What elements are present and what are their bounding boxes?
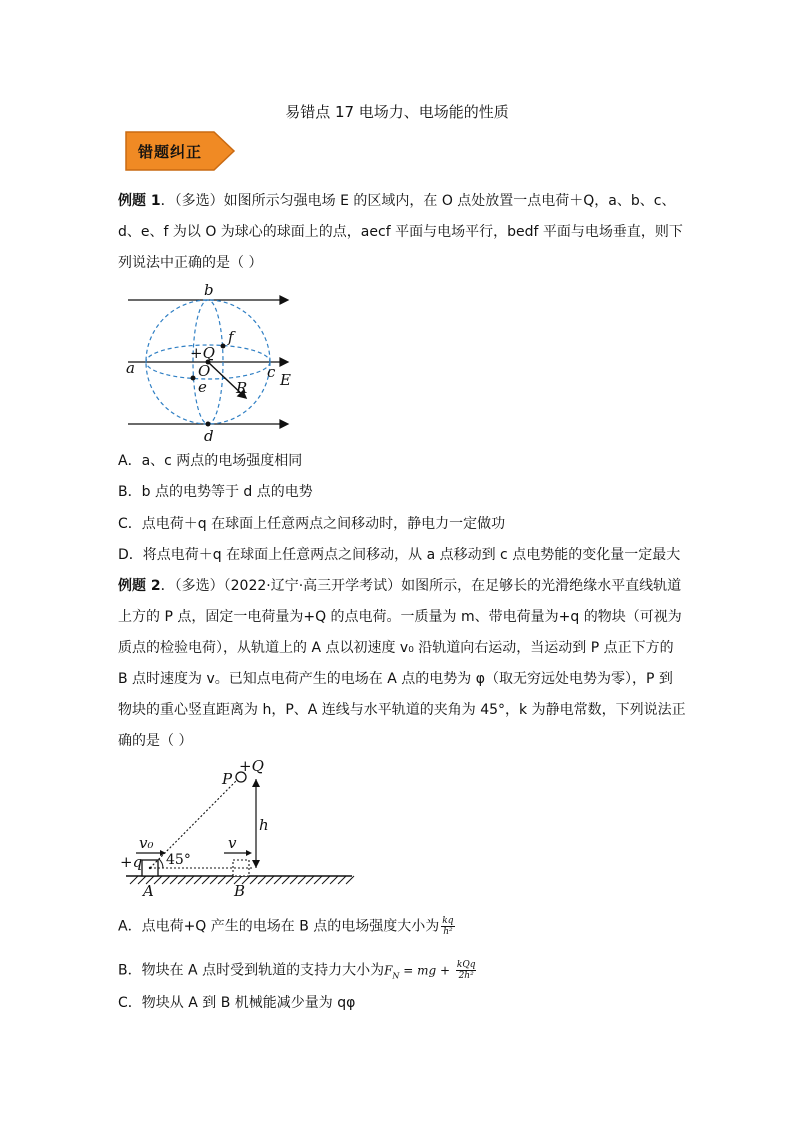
ex2-label: 例题 2	[118, 578, 161, 594]
ex2-line-1	[118, 576, 681, 596]
point-d	[206, 422, 211, 427]
label-d: d	[204, 427, 214, 445]
option-a-denominator: h²	[443, 927, 453, 937]
label-Q2: +Q	[239, 757, 264, 775]
label-f: f	[228, 328, 234, 346]
point-e	[191, 376, 196, 381]
option-b-fraction	[456, 960, 477, 981]
h-arrow-bottom	[252, 860, 260, 868]
section-tag-label: 错题纠正	[138, 143, 203, 161]
option-a-numerator: kq	[442, 916, 454, 926]
ex1-line-3: 列说法中正确的是（ ）	[118, 255, 263, 271]
ex1-option-d: D．将点电荷＋q 在球面上任意两点之间移动，从 a 点移动到 c 点电势能的变化量一定最大	[118, 547, 681, 563]
label-O: O	[198, 362, 211, 380]
ex2-line-3: 质点的检验电荷），从轨道上的 A 点以初速度 v₀ 沿轨道向右运动，当运动到 P 点正下方的	[118, 640, 674, 656]
ex2-option-b-text: B．物块在 A 点时受到轨道的支持力大小为	[118, 962, 385, 979]
ex1-line-1	[118, 191, 675, 211]
ex2-option-b	[118, 960, 476, 986]
ex1-option-c: C．点电荷＋q 在球面上任意两点之间移动时，静电力一定做功	[118, 516, 506, 532]
point-f	[221, 344, 226, 349]
label-v0: v₀	[139, 834, 154, 852]
ex2-line-1-text: ．（多选）（2022·辽宁·高三开学考试）如图所示，在足够长的光滑绝缘水平直线轨道	[160, 578, 682, 594]
option-b-numerator: kQq	[456, 960, 476, 970]
section-tag	[124, 130, 234, 172]
line-PA	[150, 779, 238, 868]
ex1-line-2: d、e、f 为以 O 为球心的球面上的点，aecf 平面与电场平行，bedf 平面与电场垂直，则下	[118, 224, 683, 240]
ex1-figure-sphere	[120, 280, 300, 445]
ex2-line-4: B 点时速度为 v。已知点电荷产生的电场在 A 点的电势为 φ（取无穷远处电势为零），P 到	[118, 671, 673, 687]
label-P: P	[222, 770, 233, 788]
ex1-line-1-text: ．（多选）如图所示匀强电场 E 的区域内，在 O 点处放置一点电荷＋Q，a、b、c、	[160, 193, 676, 209]
label-R: R	[236, 379, 248, 397]
ex2-line-5: 物块的重心竖直距离为 h，P、A 连线与水平轨道的夹角为 45°，k 为静电常数，下列说法正	[118, 702, 686, 718]
h-arrow-top	[252, 779, 260, 787]
ex2-line-6: 确的是（ ）	[118, 733, 193, 749]
v-arrowhead	[246, 850, 252, 856]
label-a: a	[126, 359, 135, 377]
ex2-option-a-text: A．点电荷+Q 产生的电场在 B 点的电场强度大小为	[118, 918, 440, 935]
page-title: 易错点 17 电场力、电场能的性质	[285, 103, 509, 121]
label-e: e	[198, 378, 207, 396]
ex2-option-a	[118, 916, 455, 937]
angle-arc	[159, 859, 163, 868]
field-arrow-middle	[280, 358, 288, 366]
label-B: B	[234, 882, 246, 900]
label-b: b	[204, 281, 214, 299]
label-Q: +Q	[190, 344, 215, 362]
label-A: A	[143, 882, 154, 900]
ex2-figure-track	[116, 757, 360, 902]
ex1-label: 例题 1	[118, 193, 161, 209]
ex1-option-a: A．a、c 两点的电场强度相同	[118, 453, 303, 469]
option-b-lhs: F	[384, 963, 393, 978]
label-q: +q	[120, 853, 143, 871]
ex2-option-c: C．物块从 A 到 B 机械能减少量为 qφ	[118, 995, 356, 1011]
option-b-mid: = mg +	[399, 963, 454, 978]
ex2-line-2: 上方的 P 点，固定一电荷量为+Q 的点电荷。一质量为 m、带电荷量为+q 的物块（可视为	[118, 609, 682, 625]
option-a-fraction	[441, 916, 454, 937]
option-b-denominator: 2h²	[458, 971, 474, 981]
field-arrow-bottom	[280, 420, 288, 428]
label-h: h	[259, 816, 269, 834]
label-c: c	[267, 363, 276, 381]
label-E: E	[280, 371, 291, 389]
ex1-option-b: B．b 点的电势等于 d 点的电势	[118, 484, 313, 500]
option-b-sub: N	[392, 971, 400, 981]
field-arrow-top	[280, 296, 288, 304]
label-v: v	[228, 834, 237, 852]
label-angle: 45°	[166, 852, 191, 868]
